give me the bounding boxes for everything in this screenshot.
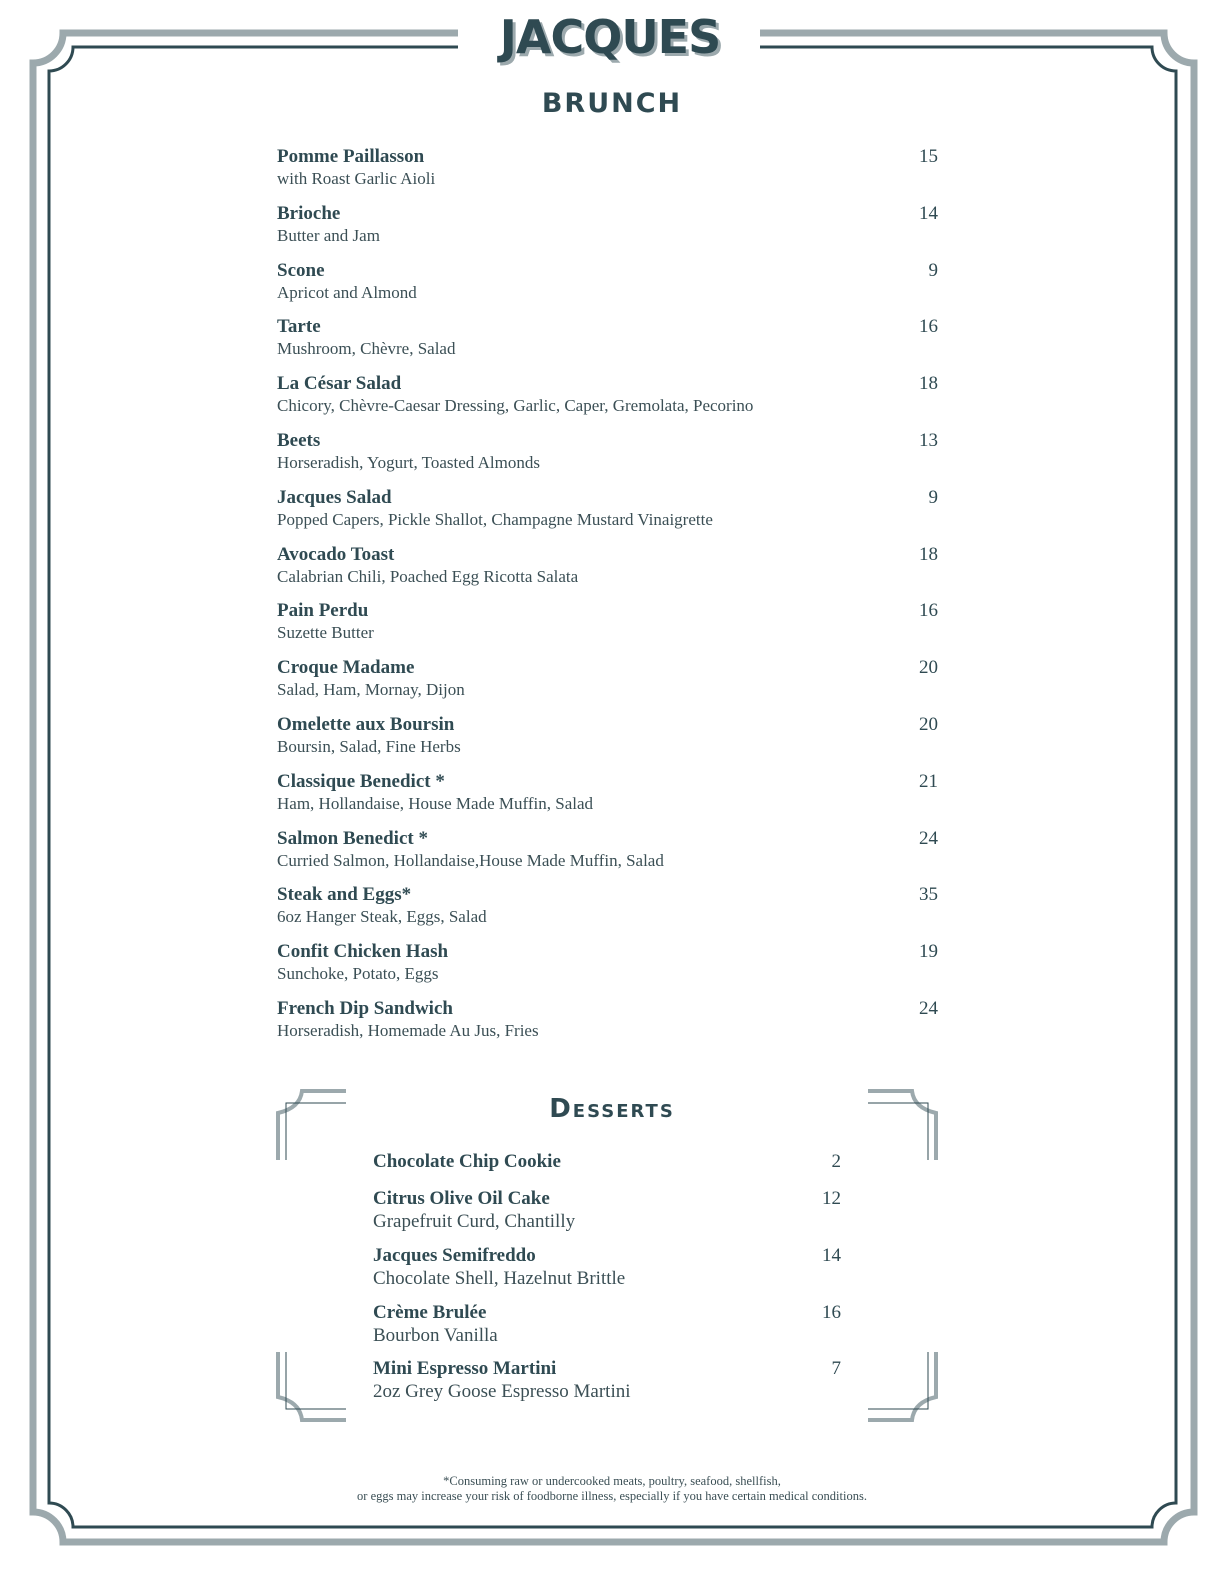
item-description: 2oz Grey Goose Espresso Martini (373, 1381, 631, 1403)
item-description: Horseradish, Homemade Au Jus, Fries (277, 1020, 539, 1040)
item-description: Chicory, Chèvre-Caesar Dressing, Garlic, Caper, Gremolata, Pecorino (277, 396, 754, 416)
item-name: Classique Benedict * (277, 770, 445, 792)
item-description: Suzette Butter (277, 623, 374, 643)
menu-item (277, 145, 938, 202)
item-name: French Dip Sandwich (277, 997, 453, 1019)
item-price: 16 (919, 316, 938, 338)
menu-item (277, 372, 938, 429)
menu-item (277, 315, 938, 372)
item-price: 18 (919, 373, 938, 395)
item-name: Beets (277, 429, 321, 451)
menu-item (277, 656, 938, 713)
item-name: Jacques Salad (277, 486, 392, 508)
menu-item (277, 486, 938, 543)
item-price: 20 (919, 713, 938, 735)
disclaimer-line-1: *Consuming raw or undercooked meats, poultry, seafood, shellfish, (443, 1474, 781, 1488)
item-price: 15 (919, 146, 938, 167)
restaurant-logo: JACQUES (460, 10, 760, 64)
item-price: 24 (919, 827, 938, 849)
menu-item (277, 259, 938, 316)
item-description: Bourbon Vanilla (373, 1324, 498, 1346)
menu-item (277, 827, 938, 884)
item-price: 7 (831, 1358, 841, 1380)
item-description: Chocolate Shell, Hazelnut Brittle (373, 1267, 626, 1289)
item-name: Avocado Toast (277, 543, 395, 565)
menu-item (277, 997, 938, 1054)
disclaimer-line-2: or eggs may increase your risk of foodborne illness, especially if you have certain medical conditions. (357, 1489, 867, 1503)
dessert-item (373, 1187, 841, 1244)
item-price: 24 (919, 997, 938, 1019)
item-description: Sunchoke, Potato, Eggs (277, 964, 439, 984)
item-description: Boursin, Salad, Fine Herbs (277, 736, 461, 756)
item-name: Mini Espresso Martini (373, 1358, 557, 1380)
menu-item (277, 429, 938, 486)
dessert-item (373, 1244, 841, 1301)
dessert-item (373, 1301, 841, 1358)
item-price: 13 (919, 429, 938, 451)
menu-item (277, 883, 938, 940)
item-description: Curried Salmon, Hollandaise,House Made Muffin, Salad (277, 850, 664, 870)
item-name: La César Salad (277, 373, 402, 395)
item-price: 35 (919, 884, 938, 906)
item-price: 12 (822, 1188, 841, 1209)
item-price: 2 (831, 1151, 841, 1172)
item-description: 6oz Hanger Steak, Eggs, Salad (277, 907, 487, 927)
desserts-menu-list (373, 1150, 841, 1414)
item-description: Apricot and Almond (277, 282, 417, 302)
dessert-item (373, 1357, 841, 1414)
item-description: Ham, Hollandaise, House Made Muffin, Salad (277, 793, 594, 813)
item-name: Omelette aux Boursin (277, 713, 455, 735)
item-description: Popped Capers, Pickle Shallot, Champagne Mustard Vinaigrette (277, 509, 713, 529)
item-description: with Roast Garlic Aioli (277, 169, 436, 188)
dessert-corner-bottom-left (278, 1352, 346, 1420)
item-name: Chocolate Chip Cookie (373, 1151, 561, 1172)
menu-item (277, 713, 938, 770)
item-name: Confit Chicken Hash (277, 941, 449, 963)
item-price: 21 (919, 770, 938, 792)
menu-item (277, 543, 938, 600)
item-price: 16 (919, 600, 938, 622)
item-price: 20 (919, 657, 938, 679)
item-name: Crème Brulée (373, 1301, 487, 1323)
item-description: Calabrian Chili, Poached Egg Ricotta Salata (277, 566, 579, 586)
item-name: Jacques Semifreddo (373, 1244, 536, 1266)
item-name: Salmon Benedict * (277, 827, 428, 849)
item-description: Butter and Jam (277, 225, 380, 245)
item-price: 14 (822, 1244, 841, 1266)
dessert-item (373, 1150, 841, 1187)
item-name: Pomme Paillasson (277, 146, 425, 167)
menu-item (277, 940, 938, 997)
item-name: Tarte (277, 316, 321, 338)
dessert-corner-bottom-right (868, 1352, 936, 1420)
item-name: Citrus Olive Oil Cake (373, 1188, 550, 1209)
item-name: Croque Madame (277, 657, 415, 679)
item-description: Salad, Ham, Mornay, Dijon (277, 680, 465, 700)
menu-item (277, 770, 938, 827)
item-description: Mushroom, Chèvre, Salad (277, 339, 456, 359)
item-price: 9 (928, 486, 938, 508)
item-price: 19 (919, 941, 938, 963)
food-safety-disclaimer (0, 1474, 1224, 1504)
item-name: Scone (277, 259, 325, 281)
item-name: Steak and Eggs* (277, 884, 412, 906)
item-price: 18 (919, 543, 938, 565)
brunch-menu-list (277, 145, 938, 1054)
item-description: Grapefruit Curd, Chantilly (373, 1211, 576, 1232)
item-name: Brioche (277, 202, 341, 224)
item-price: 16 (822, 1301, 841, 1323)
menu-item (277, 202, 938, 259)
item-name: Pain Perdu (277, 600, 369, 622)
item-price: 9 (928, 259, 938, 281)
desserts-section-title: Desserts (549, 1094, 675, 1124)
item-price: 14 (919, 202, 938, 224)
brunch-section-title: BRUNCH (541, 88, 683, 119)
item-description: Horseradish, Yogurt, Toasted Almonds (277, 452, 540, 472)
menu-item (277, 599, 938, 656)
